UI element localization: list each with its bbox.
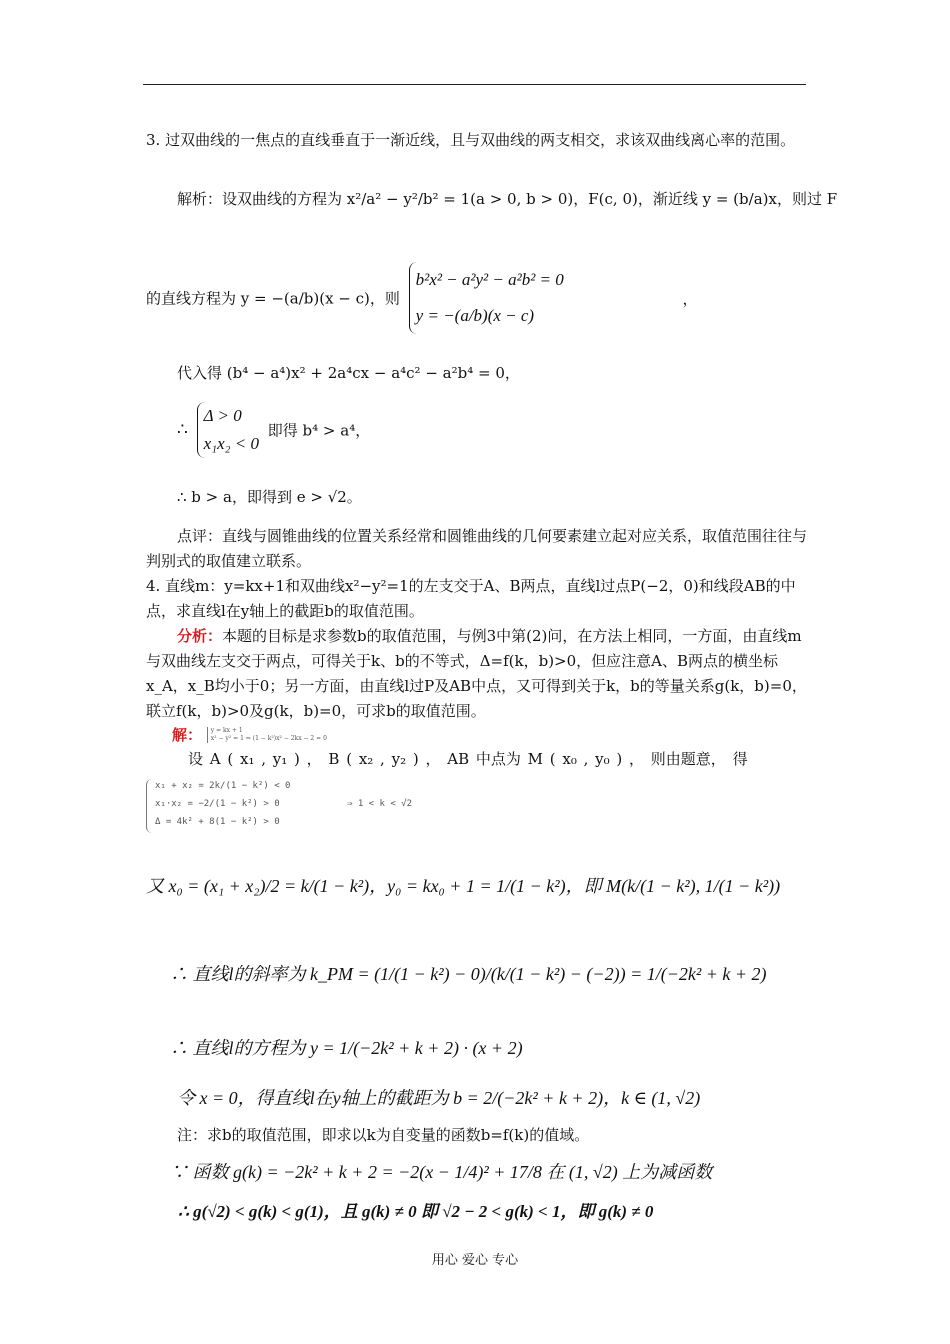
solution-label: 解： [172, 726, 203, 744]
analysis-label: 分析： [177, 627, 223, 645]
bounds-line: ∴ g(√2) < g(k) < g(1)，且 g(k) ≠ 0 即 √2 − 2 < g(k) < 1，即 g(k) ≠ 0 [178, 1202, 654, 1221]
setup-line: 设 A ( x₁ , y₁ ) ， B ( x₂ , y₂ ) ， AB 中点为 M ( x₀ , y₀ ) ， 则由题意， 得 [188, 750, 748, 768]
analysis-line-1 [177, 188, 837, 209]
problem-4-text: 4. 直线m：y=kx+1和双曲线x²−y²=1的左支交于A、B两点，直线l过点P(−2，0)和线段AB的中点，求直线l在y轴上的截距b的取值范围。 [146, 577, 796, 620]
analysis-line-1-text: 解析：设双曲线的方程为 x²/a² − y²/b² = 1(a > 0, b > 0)，F(c, 0)，渐近线 y = (b/a)x，则过 F [177, 190, 838, 208]
system-tail: ， [682, 289, 698, 308]
therefore-row [177, 402, 370, 458]
solution-small-eq-1: y = kx + 1 [210, 726, 243, 734]
condition-result: ⇒ 1 < k < √2 [347, 799, 413, 809]
therefore-tail: 即得 b⁴ > a⁴， [267, 421, 371, 440]
result-line: ∴ b > a，即得到 e > √2。 [177, 488, 362, 506]
function-line: ∵ 函数 g(k) = −2k² + k + 2 = −2(x − 1/4)² + 17/8 在 (1, √2) 上为减函数 [170, 1162, 713, 1182]
line-equation-text: 的直线方程为 y = −(a/b)(x − c)，则 [146, 289, 400, 308]
therefore-symbol: ∴ [177, 420, 188, 439]
problem-3-text: 3. 过双曲线的一焦点的直线垂直于一渐近线，且与双曲线的两支相交，求该双曲线离心率的范围。 [146, 131, 796, 149]
comment-paragraph: 点评：直线与圆锥曲线的位置关系经常和圆锥曲线的几何要素建立起对应关系，取值范围往往与判别式的取值建立联系。 [146, 527, 808, 570]
intercept-line: 令 x = 0，得直线l在y轴上的截距为 b = 2/(−2k² + k + 2)，k ∈ (1, √2) [177, 1088, 701, 1108]
condition-system [146, 779, 487, 833]
equation-line: ∴ 直线l的方程为 y = 1/(−2k² + k + 2) · (x + 2) [170, 1038, 523, 1058]
discriminant-system [197, 402, 259, 458]
slope-line: ∴ 直线l的斜率为 k_PM = (1/(1 − k²) − 0)/(k/(1 − k²) − (−2)) = 1/(−2k² + k + 2) [170, 964, 767, 984]
solution-small-eq-2: x² − y² = 1 ⇒ (1 − k²)x² − 2kx − 2 = 0 [210, 734, 327, 742]
line-equation-row [146, 262, 698, 334]
substitution-line: 代入得 (b⁴ − a⁴)x² + 2a⁴cx − a⁴c² − a²b⁴ = 0， [177, 364, 520, 382]
header-rule [143, 84, 806, 85]
midpoint-line: 又 x₀ = (x₁ + x₂)/2 = k/(1 − k²)，y₀ = kx₀ + 1 = 1/(1 − k²)，即 M(k/(1 − k²), 1/(1 − k²)) [146, 876, 781, 896]
solution-row [172, 724, 327, 745]
analysis-body: 本题的目标是求参数b的取值范围，与例3中第(2)问，在方法上相同，一方面，由直线m与双曲线左支交于两点，可得关于k、b的不等式，Δ=f(k，b)>0，但应注意A、B两点的横坐标x_A，x_B均小于0；另一方面，由直线l过P及AB中点，又可得到关于k，b的等量关系g(k，b)=0，联立f(k，b)>0及g(k，b)=0，可求b的取值范围。 [146, 627, 807, 720]
equation-system [409, 262, 564, 334]
condition-3: Δ = 4k² + 8(1 − k²) > 0 [155, 817, 280, 827]
note-line: 注：求b的取值范围，即求以k为自变量的函数b=f(k)的值域。 [177, 1126, 590, 1144]
discriminant-cond: Δ > 0 [203, 406, 242, 425]
system-eq-1: b²x² − a²y² − a²b² = 0 [415, 270, 564, 289]
system-eq-2: y = −(a/b)(x − c) [415, 306, 535, 325]
condition-1: x₁ + x₂ = 2k/(1 − k²) < 0 [155, 781, 291, 791]
product-cond: x₁x₂ < 0 [203, 434, 259, 453]
page-footer: 用心 爱心 专心 [431, 1253, 519, 1268]
analysis-paragraph [146, 624, 808, 724]
solution-small-system [207, 727, 327, 743]
condition-2: x₁·x₂ = −2/(1 − k²) > 0 [155, 799, 280, 809]
